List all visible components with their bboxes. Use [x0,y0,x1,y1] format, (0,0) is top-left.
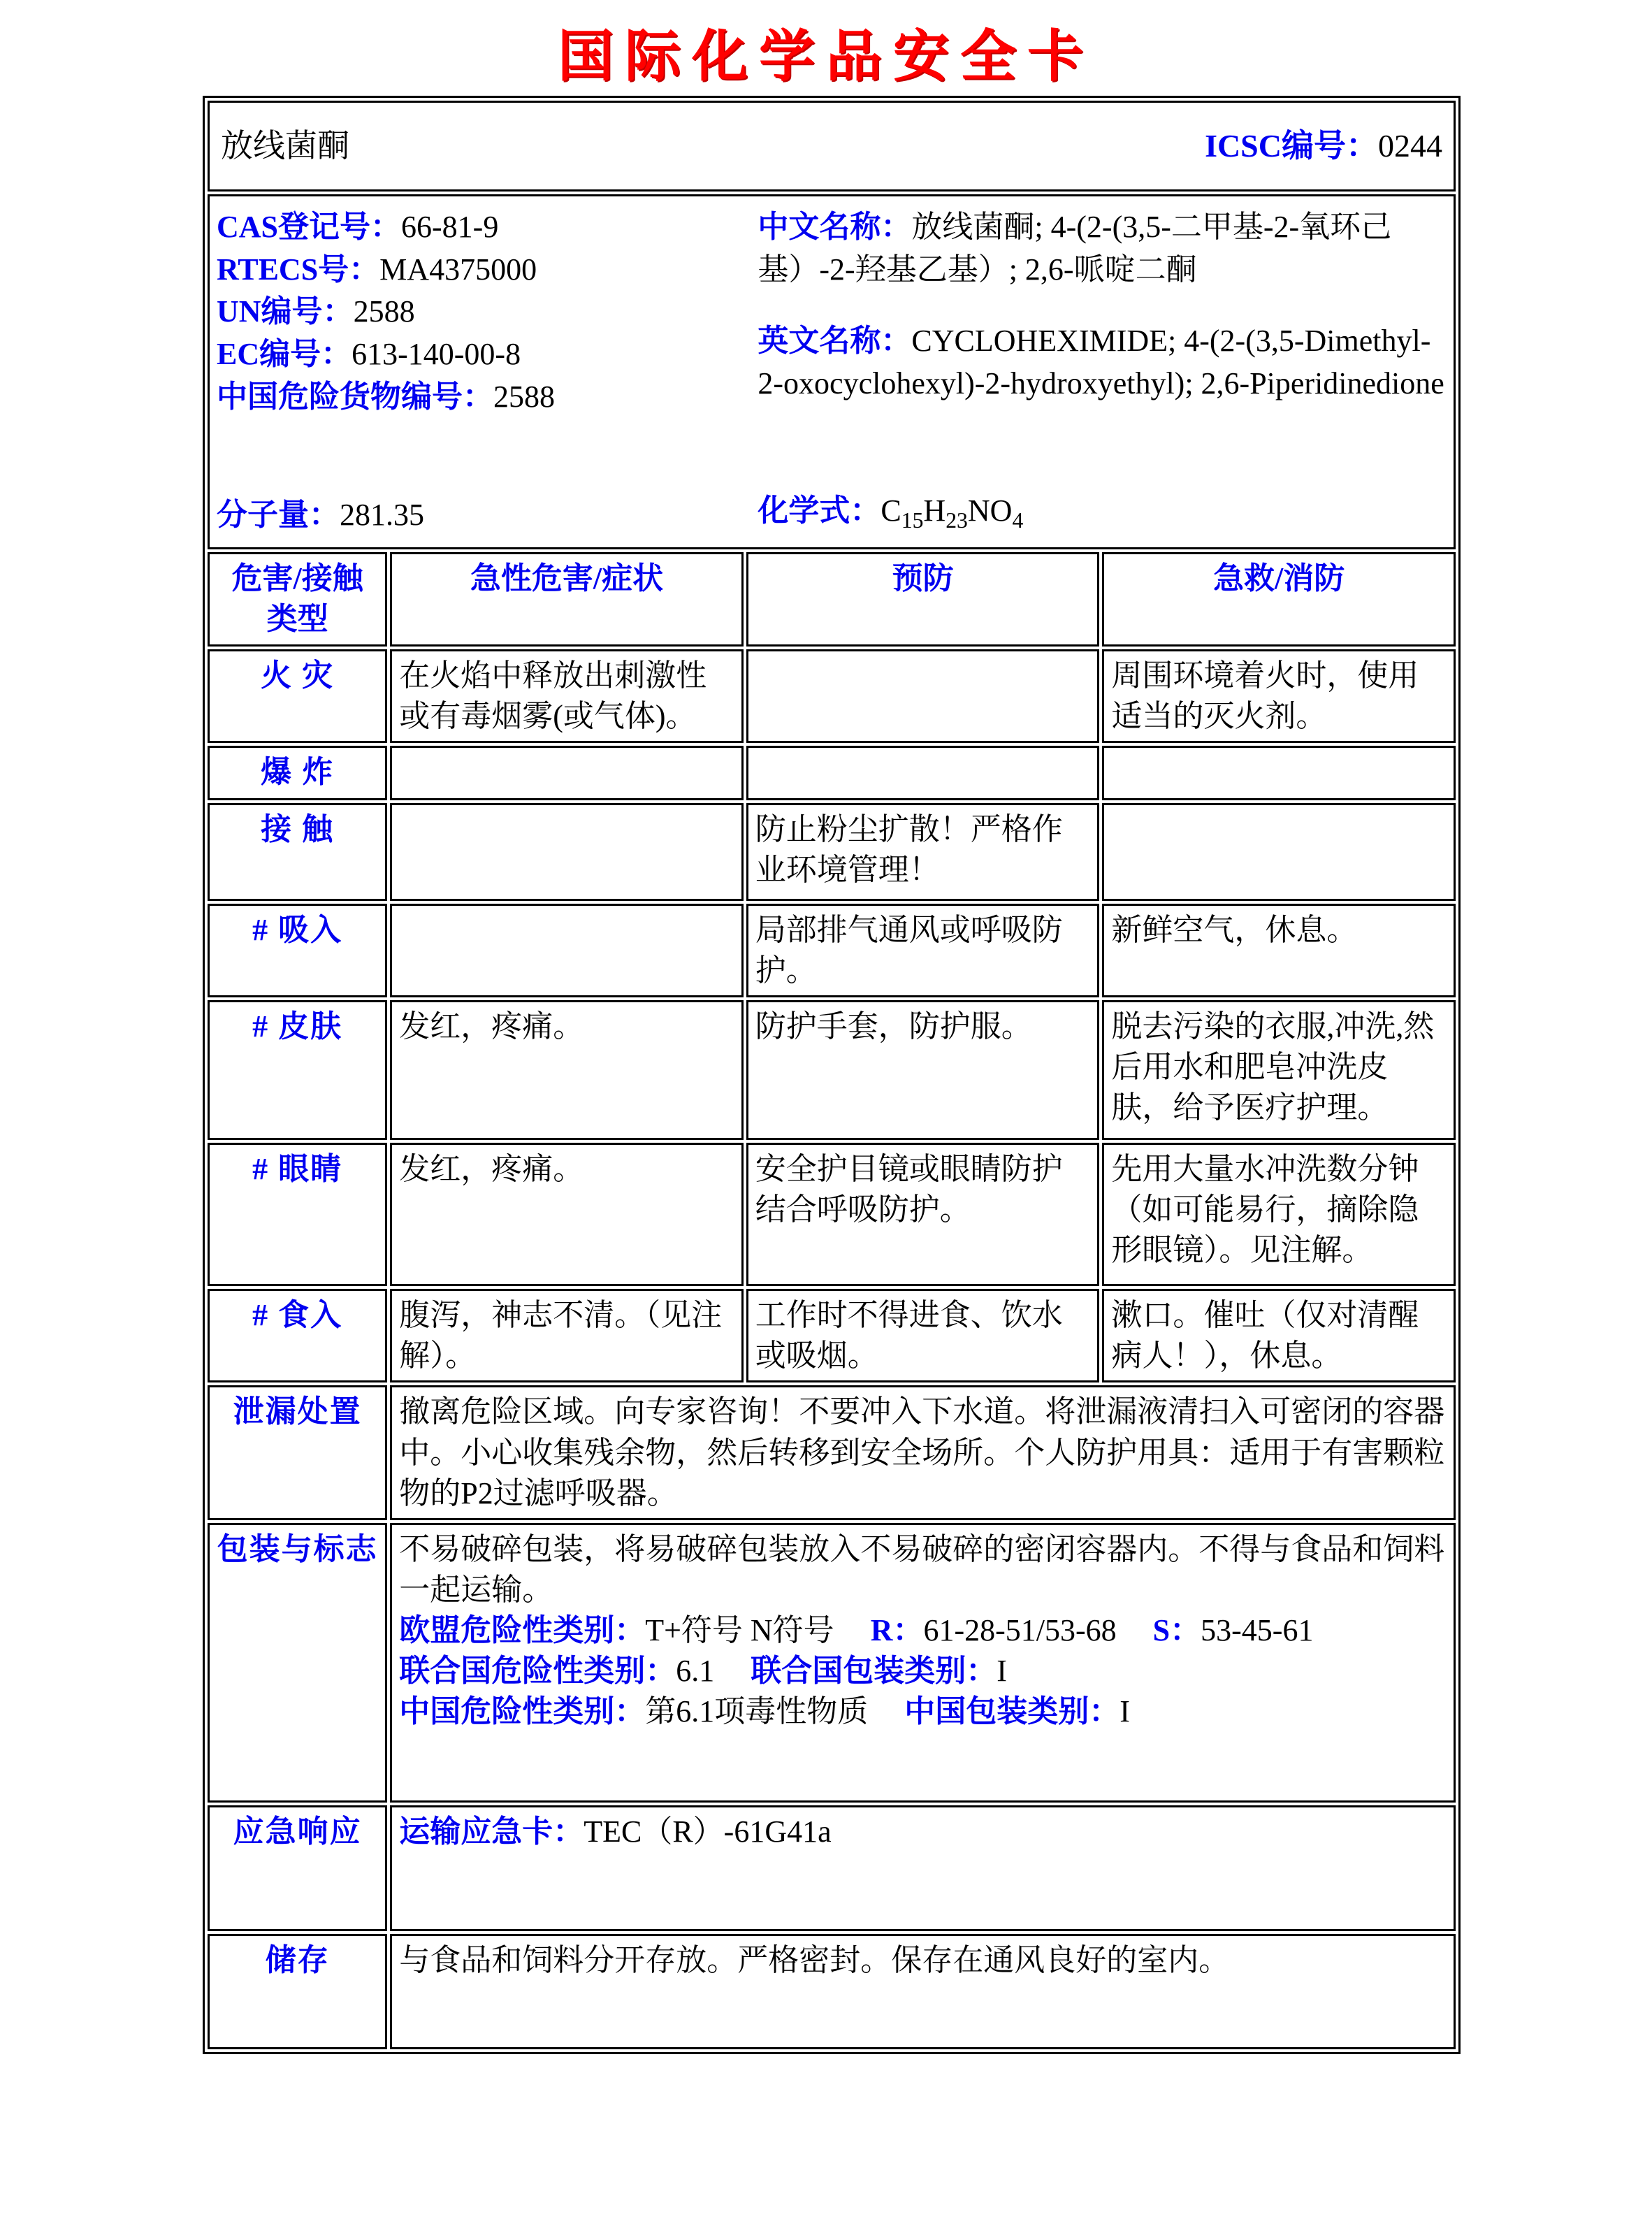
row-label-spill-disposal: 泄漏处置 [208,1385,387,1519]
chinese-name-paragraph [758,206,1447,291]
cn-dangerous-goods-number-value: 2588 [493,379,555,414]
icsc-card-table [203,96,1461,2054]
fire-symptom-cell: 在火焰中释放出刺激性或有毒烟雾(或气体)。 [390,649,744,743]
ingestion-row [208,1289,1456,1382]
row-label-packaging: 包装与标志 [208,1523,387,1803]
row-label-explosion: 爆 炸 [208,746,387,800]
row-label-contact: 接 触 [208,803,387,901]
cn-hazard-class-value: 第6.1项毒性物质 [645,1694,869,1729]
identification-row [208,194,1456,549]
packaging-row [208,1523,1456,1803]
molecular-weight-label: 分子量： [217,497,340,532]
cas-number-label: CAS登记号： [217,210,402,244]
molecular-weight-value: 281.35 [340,497,424,532]
un-pack-group-label: 联合国包装类别： [751,1653,997,1688]
eyes-symptom-cell: 发红，疼痛。 [390,1143,744,1286]
hazard-header-row [208,552,1456,647]
icsc-number-label: ICSC编号： [1205,127,1378,164]
card-titlebar-row [208,101,1456,192]
chemical-formula-value: $C_{15}H_{23}NO_4$ [881,493,1024,533]
identification-right-column [758,201,1447,537]
un-number-value: 2588 [353,294,415,329]
inhalation-row [208,904,1456,997]
identification-left-column [217,201,758,537]
explosion-row [208,746,1456,800]
packaging-content-cell [390,1523,1456,1803]
ingestion-firstaid-cell: 漱口。催吐（仅对清醒病人！），休息。 [1102,1289,1456,1382]
r-phrases-label: R： [870,1612,924,1647]
un-number-label: UN编号： [217,294,354,329]
fire-prevention-cell [746,649,1100,743]
cn-pack-group-label: 中国包装类别： [904,1694,1120,1729]
row-label-storage: 储存 [208,1934,387,2049]
ec-number-line [217,333,758,376]
chinese-name-value: 放线菌酮; 4-(2-(3,5-二甲基-2-氧环己基）-2-羟基乙基）; 2,6-哌啶二酮 [758,210,1392,287]
col-header-acute-symptoms: 急性危害/症状 [390,552,744,647]
chemical-formula-line [758,491,1447,537]
english-name-label: 英文名称： [758,324,912,359]
molecular-weight-line [217,495,758,537]
contact-firstaid-cell [1102,803,1456,901]
skin-symptom-cell: 发红，疼痛。 [390,1000,744,1140]
contact-symptom-cell [390,803,744,901]
packaging-eu-line [399,1610,1447,1651]
spill-disposal-text-cell: 撤离危险区域。向专家咨询！不要冲入下水道。将泄漏液清扫入可密闭的容器中。小心收集残余物，然后转移到安全场所。个人防护用具：适用于有害颗粒物的P2过滤呼吸器。 [390,1385,1456,1519]
packaging-un-line [399,1651,1447,1691]
row-label-fire: 火 灾 [208,649,387,743]
s-phrases-label: S： [1152,1612,1201,1647]
card-titlebar-cell [208,101,1456,192]
r-phrases-value: 61-28-51/53-68 [923,1612,1117,1647]
fire-firstaid-cell: 周围环境着火时，使用适当的灭火剂。 [1102,649,1456,743]
explosion-firstaid-cell [1102,746,1456,800]
packaging-transport-text: 不易破碎包装，将易破碎包装放入不易破碎的密闭容器内。不得与食品和饲料一起运输。 [399,1531,1445,1607]
cas-number-value: 66-81-9 [401,210,499,244]
eu-hazard-class-value: T+符号 N符号 [645,1612,834,1647]
page-title: 国际化学品安全卡 [558,27,1094,88]
col-header-firstaid-firefighting: 急救/消防 [1102,552,1456,647]
identification-cell [208,194,1456,549]
inhalation-prevention-cell: 局部排气通风或呼吸防护。 [746,904,1100,997]
english-name-value: CYCLOHEXIMIDE; 4-(2-(3,5-Dimethyl-2-oxocyclohexyl)-2-hydroxyethyl); 2,6-Piperidinedione [758,324,1444,401]
un-pack-group-value: I [997,1653,1007,1688]
emergency-response-cell [390,1805,1456,1931]
s-phrases-value: 53-45-61 [1201,1612,1314,1647]
row-label-inhalation: # 吸入 [208,904,387,997]
packaging-cn-line [399,1691,1447,1732]
spill-disposal-row [208,1385,1456,1519]
row-label-eyes: # 眼睛 [208,1143,387,1286]
ingestion-symptom-cell: 腹泻，神志不清。（见注解）。 [390,1289,744,1382]
explosion-symptom-cell [390,746,744,800]
chinese-name-label: 中文名称： [758,210,912,244]
cn-pack-group-value: I [1120,1694,1130,1729]
skin-firstaid-cell: 脱去污染的衣服,冲洗,然后用水和肥皂冲洗皮肤，给予医疗护理。 [1102,1000,1456,1140]
col-header-hazard-type: 危害/接触类型 [208,552,387,647]
identification-wrap [217,201,1447,537]
un-number-line [217,291,758,333]
fire-row [208,649,1456,743]
english-name-paragraph [758,320,1447,405]
transport-emergency-card-value: TEC（R）-61G41a [584,1814,832,1849]
col-header-prevention: 预防 [746,552,1100,647]
eyes-prevention-cell: 安全护目镜或眼睛防护结合呼吸防护。 [746,1143,1100,1286]
row-label-skin: # 皮肤 [208,1000,387,1140]
row-label-emergency-response: 应急响应 [208,1805,387,1931]
eyes-row [208,1143,1456,1286]
inhalation-symptom-cell [390,904,744,997]
icsc-number-value: 0244 [1378,127,1442,164]
un-hazard-class-value: 6.1 [676,1653,715,1688]
eyes-firstaid-cell: 先用大量水冲洗数分钟（如可能易行，摘除隐形眼镜）。见注解。 [1102,1143,1456,1286]
cn-dangerous-goods-number-label: 中国危险货物编号： [217,379,493,414]
titlebar [217,107,1447,185]
rtecs-number-line [217,249,758,291]
contact-row [208,803,1456,901]
cas-number-line [217,206,758,249]
icsc-number-group [1205,125,1442,168]
explosion-prevention-cell [746,746,1100,800]
rtecs-number-label: RTECS号： [217,252,380,287]
emergency-response-row [208,1805,1456,1931]
storage-text-cell: 与食品和饲料分开存放。严格密封。保存在通风良好的室内。 [390,1934,1456,2049]
contact-prevention-cell: 防止粉尘扩散！严格作业环境管理！ [746,803,1100,901]
inhalation-firstaid-cell: 新鲜空气，休息。 [1102,904,1456,997]
cn-hazard-class-label: 中国危险性类别： [399,1694,646,1729]
ec-number-value: 613-140-00-8 [352,337,521,372]
rtecs-number-value: MA4375000 [379,252,537,287]
skin-row [208,1000,1456,1140]
un-hazard-class-label: 联合国危险性类别： [399,1653,676,1688]
cn-dangerous-goods-number-line [217,376,758,419]
ingestion-prevention-cell: 工作时不得进食、饮水或吸烟。 [746,1289,1100,1382]
ec-number-label: EC编号： [217,337,352,372]
substance-name: 放线菌酮 [221,127,349,164]
row-label-ingestion: # 食入 [208,1289,387,1382]
storage-row [208,1934,1456,2049]
transport-emergency-card-label: 运输应急卡： [399,1814,584,1849]
eu-hazard-class-label: 欧盟危险性类别： [399,1612,646,1647]
skin-prevention-cell: 防护手套，防护服。 [746,1000,1100,1140]
chemical-formula-label: 化学式： [758,493,881,528]
